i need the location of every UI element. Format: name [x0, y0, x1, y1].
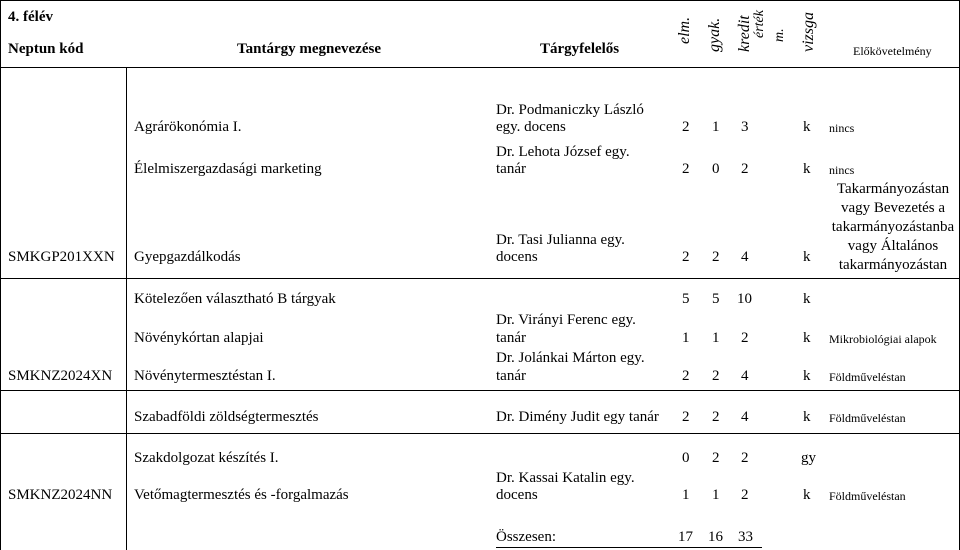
responsible-name: Dr. Podmaniczky László [496, 102, 644, 118]
subject-name: Agrárökonómia I. [134, 119, 242, 135]
section2-bottom-border [0, 390, 960, 391]
subject-name: Élelmiszergazdasági marketing [134, 161, 322, 177]
prerequisite: nincs [829, 121, 855, 135]
neptun-code: SMKNZ2024XN [8, 368, 113, 384]
lecture-hours: 2 [682, 368, 690, 384]
responsible-name: Dr. Dimény Judit egy tanár [496, 409, 659, 425]
practice-hours: 0 [712, 161, 720, 177]
responsible-title: tanár [496, 161, 526, 177]
prerequisite-line: vagy Bevezetés a [840, 200, 946, 216]
exam-type: k [803, 368, 811, 384]
total-practice: 16 [708, 529, 723, 545]
prerequisite-line: takarmányozástanba [831, 219, 955, 235]
table-left-border [0, 0, 1, 550]
practice-hours: 1 [712, 487, 720, 503]
code-column-divider [126, 67, 127, 550]
responsible-title: tanár [496, 330, 526, 346]
subject-name: Vetőmagtermesztés és -forgalmazás [134, 487, 349, 503]
prerequisite: Földműveléstan [829, 489, 906, 503]
lecture-hours: 2 [682, 249, 690, 265]
responsible-name: Dr. Tasi Julianna egy. [496, 232, 625, 248]
header-exam-cut: m. [772, 28, 787, 42]
practice-hours: 2 [712, 249, 720, 265]
exam-type: k [803, 487, 811, 503]
header-bottom-border [0, 67, 960, 68]
prerequisite-line: vagy Általános [847, 238, 939, 254]
exam-type: k [803, 291, 811, 307]
credit-value: 3 [741, 119, 749, 135]
credit-value: 2 [741, 330, 749, 346]
credit-value: 4 [741, 249, 749, 265]
exam-type: k [803, 161, 811, 177]
semester-label: 4. félév [8, 9, 53, 25]
total-credit: 33 [738, 529, 753, 545]
subject-name: Szakdolgozat készítés I. [134, 450, 279, 466]
lecture-hours: 2 [682, 119, 690, 135]
lecture-hours: 5 [682, 291, 690, 307]
exam-type: k [803, 330, 811, 346]
credit-value: 4 [741, 368, 749, 384]
exam-type: k [803, 119, 811, 135]
prerequisite [829, 180, 957, 275]
header-lecture: elm. [676, 16, 693, 44]
prerequisite: Mikrobiológiai alapok [829, 332, 937, 346]
exam-type: gy [801, 450, 816, 466]
credit-value: 4 [741, 409, 749, 425]
total-underline [496, 547, 762, 548]
neptun-code: SMKNZ2024NN [8, 487, 113, 503]
responsible-name: Dr. Jolánkai Márton egy. [496, 350, 645, 366]
lecture-hours: 1 [682, 330, 690, 346]
lecture-hours: 2 [682, 409, 690, 425]
subject-name: Szabadföldi zöldségtermesztés [134, 409, 319, 425]
responsible-name: Dr. Virányi Ferenc egy. [496, 312, 636, 328]
practice-hours: 1 [712, 119, 720, 135]
subject-name: Kötelezően választható B tárgyak [134, 291, 336, 307]
subject-name: Gyepgazdálkodás [134, 249, 241, 265]
header-subject: Tantárgy megnevezése [237, 41, 381, 57]
prerequisite-line: Takarmányozástan [836, 181, 950, 197]
credit-value: 2 [741, 487, 749, 503]
prerequisite-line: takarmányozástan [838, 257, 948, 273]
responsible-title: docens [496, 249, 538, 265]
total-lecture: 17 [678, 529, 693, 545]
practice-hours: 2 [712, 368, 720, 384]
header-code: Neptun kód [8, 41, 84, 57]
section3-bottom-border [0, 433, 960, 434]
header-credit: kredit [736, 15, 753, 52]
credit-value: 2 [741, 161, 749, 177]
practice-hours: 2 [712, 409, 720, 425]
practice-hours: 2 [712, 450, 720, 466]
responsible-title: tanár [496, 368, 526, 384]
responsible-title: docens [496, 487, 538, 503]
subject-name: Növénykórtan alapjai [134, 330, 264, 346]
practice-hours: 1 [712, 330, 720, 346]
lecture-hours: 0 [682, 450, 690, 466]
exam-type: k [803, 409, 811, 425]
header-practice: gyak. [706, 17, 723, 52]
header-prereq: Előkövetelmény [853, 44, 932, 58]
credit-value: 2 [741, 450, 749, 466]
practice-hours: 5 [712, 291, 720, 307]
section1-bottom-border [0, 278, 960, 279]
subject-name: Növénytermesztéstan I. [134, 368, 276, 384]
credit-value: 10 [737, 291, 752, 307]
exam-type: k [803, 249, 811, 265]
prerequisite: Földműveléstan [829, 370, 906, 384]
lecture-hours: 2 [682, 161, 690, 177]
header-exam: vizsga [800, 12, 817, 52]
responsible-name: Dr. Lehota József egy. [496, 144, 630, 160]
responsible-title: egy. docens [496, 119, 566, 135]
table-top-border [0, 0, 960, 1]
prerequisite: nincs [829, 163, 855, 177]
lecture-hours: 1 [682, 487, 690, 503]
header-responsible: Tárgyfelelős [540, 41, 620, 57]
total-label: Összesen: [496, 529, 556, 545]
prerequisite: Földműveléstan [829, 411, 906, 425]
header-credit-cut: érték [752, 10, 767, 38]
responsible-name: Dr. Kassai Katalin egy. [496, 470, 635, 486]
neptun-code: SMKGP201XXN [8, 249, 115, 265]
